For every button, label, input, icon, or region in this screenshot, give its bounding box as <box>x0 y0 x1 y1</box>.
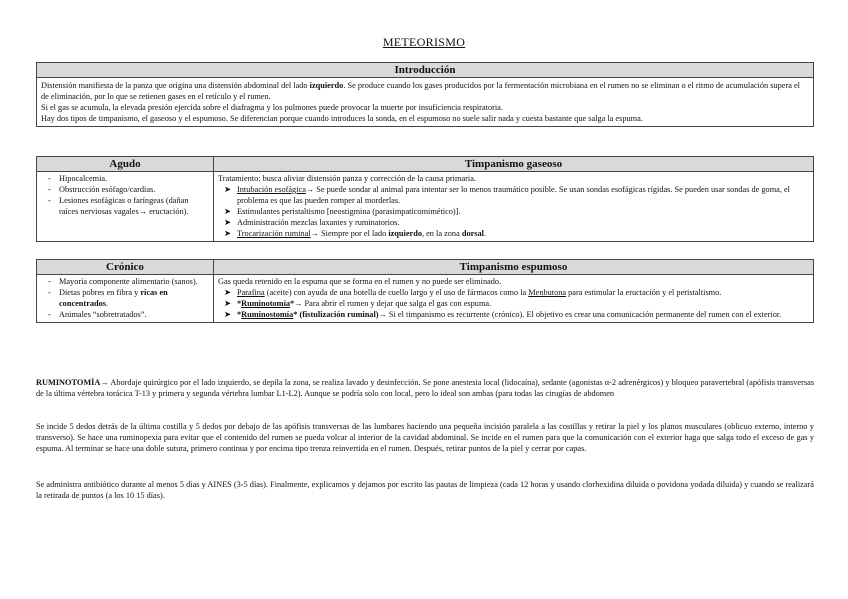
agudo-causes <box>37 172 214 242</box>
espumoso-intro: Gas queda retenido en la espuma que se forma en el rumen y no puede ser eliminado. <box>218 277 502 286</box>
list-item: - Lesiones esofágicas o faríngeas (dañan raíces nerviosas vagales→ eructación). <box>47 195 209 217</box>
arrow-bullet-icon: ➤ <box>224 310 231 319</box>
arrow-bullet-icon: ➤ <box>224 218 231 227</box>
procedure-paragraph: Se incide 5 dedos detrás de la última costilla y 5 dedos por debajo de las apófisis transversas de las lumbares haciendo una pequeña incisión paralela a las costillas y retirar la piel y los planos musculares (oblicuo externo, interno y transverso). Se hace una ruminopexia para evitar que el contenido del rumen se pueda volcar al interior de la cavidad abdominal. Se incide en el rumen para que la comunicación con el exterior haga que salga todo el exceso de gas y espuma. Al terminar se hace una doble sutura, primero continua y por encima tipo trenza reinvertida en el rumen. Después, retirar puntos de la piel y cerrar por capas. <box>36 422 814 453</box>
intro-content <box>37 78 814 127</box>
arrow-bullet-icon: ➤ <box>224 207 231 216</box>
list-item: ➤ *Ruminotomía*→ Para abrir el rumen y dejar que salga el gas con espuma. <box>224 299 492 308</box>
gaseoso-content <box>214 172 814 242</box>
list-item: ➤ *Ruminostomía* (fistulización ruminal)→ Si el timpanismo es recurrente (crónico). El objetivo es crear una comunicación permanente del rumen con el exterior. <box>224 310 782 319</box>
list-item: - Obstrucción esófago/cardias. <box>47 184 209 195</box>
page-title: METEORISMO <box>382 35 466 49</box>
intro-line-2: Si el gas se acumula, la elevada presión ejercida sobre el diafragma y los pulmones puede provocar la muerte por insuficiencia respiratoria. <box>41 103 503 112</box>
agudo-table <box>36 156 814 242</box>
espumoso-header: Timpanismo espumoso <box>214 260 814 275</box>
cronico-table <box>36 259 814 323</box>
espumoso-content <box>214 275 814 323</box>
cronico-header: Crónico <box>37 260 214 275</box>
agudo-header: Agudo <box>37 157 214 172</box>
arrow-bullet-icon: ➤ <box>224 229 231 238</box>
intro-line-1: Distensión manifiesta de la panza que origina una distensión abdominal del lado izquierdo. Se produce cuando los gases producidos por la fermentación microbiana en el rumen no se eliminan o el ritmo de acumulación supera el de eliminación, por lo que se retienen gases en el retículo y el rumen. <box>41 81 800 101</box>
treatment-text: Tratamiento: busca aliviar distensión panza y corrección de la causa primaria. <box>218 174 476 183</box>
arrow-bullet-icon: ➤ <box>224 299 231 308</box>
list-item: - Hipocalcemia. <box>47 173 209 184</box>
intro-header: Introducción <box>37 63 814 78</box>
list-item: ➤ Parafina (aceite) con ayuda de una botella de cuello largo y el uso de fármacos como la Menbutona para estimular la eructación y el peristaltismo. <box>224 288 722 297</box>
intro-table <box>36 62 814 127</box>
list-item: ➤ Administración mezclas laxantes y ruminatorios. <box>224 218 400 227</box>
ruminotomia-paragraph: RUMINOTOMÍA→ Abordaje quirúrgico por el lado izquierdo, se depila la zona, se realiza lavado y desinfección. Se pone anestesia local (lidocaína), sedante (agonistas α-2 adrenérgicos) y bloqueo paravertebral (apófisis transversas de la última vértebra torácica T-13 y primera y segunda vértebra lumbar L1-L2). Aunque se podría solo con local, pero lo ideal son ambas (para todas las cirugías de abdomen <box>36 378 814 398</box>
list-item: - Dietas pobres en fibra y ricas en concentrados. <box>47 287 209 309</box>
list-item: ➤ Trocarización ruminal→ Siempre por el lado izquierdo, en la zona dorsal. <box>224 229 487 238</box>
list-item: ➤ Estimulantes peristaltismo [neostigmina (parasimpaticomimético)]. <box>224 207 461 216</box>
gaseoso-header: Timpanismo gaseoso <box>214 157 814 172</box>
postop-paragraph: Se administra antibiótico durante al menos 5 días y AINES (3-5 días). Finalmente, explicamos y dejamos por escrito las pautas de limpieza (cada 12 horas y usando clorhexidina diluida o povidona yodada diluida) y cuando se realizará la retirada de puntos (a los 10 15 días). <box>36 480 814 500</box>
list-item: ➤ Intubación esofágica→ Se puede sondar al animal para intentar ser lo menos traumático posible. Se usan sondas esofágicas rígidas. Se pueden usar sondas de goma, el problema es que las pueden romper al morderlas. <box>224 185 790 205</box>
cronico-causes <box>37 275 214 323</box>
arrow-bullet-icon: ➤ <box>224 185 231 194</box>
intro-line-3: Hay dos tipos de timpanismo, el gaseoso y el espumoso. Se diferencian porque cuando introduces la sonda, en el espumoso no suele salir nada y cuesta bastante que salga la espuma. <box>41 114 643 123</box>
list-item: - Animales “sobretratados”. <box>47 309 209 320</box>
list-item: - Mayoría componente alimentario (sanos). <box>47 276 209 287</box>
arrow-bullet-icon: ➤ <box>224 288 231 297</box>
